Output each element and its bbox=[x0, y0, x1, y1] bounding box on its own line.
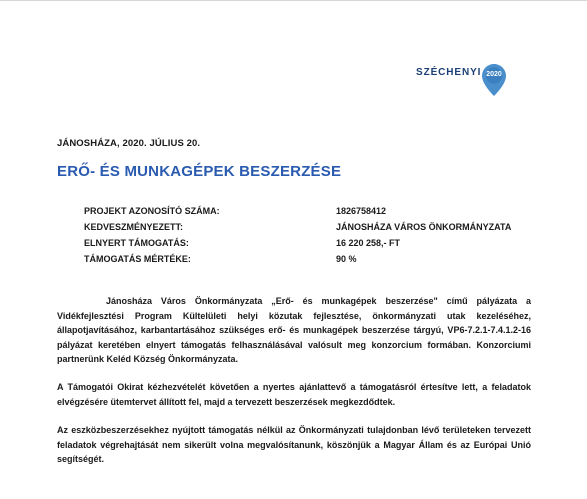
document-title: ERŐ- ÉS MUNKAGÉPEK BESZERZÉSE bbox=[57, 163, 342, 180]
body-paragraph-progress: A Támogatói Okirat kézhezvételét követően a nyertes ajánlattevő a támogatásról értesítve lett, a feladatok elvégzésére ütemtervet állított fel, majd a tervezett beszerzések megkezdődtek. bbox=[57, 382, 531, 407]
info-row-beneficiary bbox=[84, 222, 544, 238]
info-label: ELNYERT TÁMOGATÁS: bbox=[84, 238, 189, 248]
date-location: JÁNOSHÁZA, 2020. JÚLIUS 20. bbox=[57, 138, 201, 149]
info-label: KEDVESZMÉNYEZETT: bbox=[84, 222, 184, 232]
info-label: TÁMOGATÁS MÉRTÉKE: bbox=[84, 254, 191, 264]
project-info-table bbox=[84, 206, 544, 270]
info-label: PROJEKT AZONOSÍTÓ SZÁMA: bbox=[84, 206, 220, 216]
body-paragraph-intro: Jánosháza Város Önkormányzata „Erő- és munkagépek beszerzése" című pályázata a Vidékfejlesztési Program Kültelületi helyi közutak fejlesztése, önkormányzati utak kezeléséhez, állapotjavításához, karbantartásához szükséges erő- és munkagépek beszerzése tárgyú, VP6-7.2.1-7.4.1.2-16 pályázat keretében elnyert támogatás felhasználásával valósult meg konzorcium formában. Konzorciumi partnerünk Keléd Község Önkormányzata. bbox=[57, 296, 531, 365]
logo-wordmark: SZÉCHENYI bbox=[416, 67, 482, 78]
szechenyi-2020-logo bbox=[400, 60, 515, 100]
body-paragraph-thanks: Az eszközbeszerzésekhez nyújtott támogatás nélkül az Önkormányzati tulajdonban lévő területeken tervezett feladatok végrehajtását nem sikerült volna megvalósítanunk, köszönjük a Magyar Állam és az Európai Unió segítségét. bbox=[57, 425, 531, 465]
info-row-grant-amount bbox=[84, 238, 544, 254]
logo-year: 2020 bbox=[486, 71, 502, 78]
info-value: JÁNOSHÁZA VÁROS ÖNKORMÁNYZATA bbox=[336, 222, 512, 232]
info-row-project-id bbox=[84, 206, 544, 222]
info-row-grant-rate bbox=[84, 254, 544, 270]
map-pin-icon bbox=[481, 63, 507, 97]
info-value: 1826758412 bbox=[336, 206, 387, 216]
info-value: 16 220 258,- FT bbox=[336, 238, 401, 248]
top-border bbox=[0, 0, 587, 1]
info-value: 90 % bbox=[336, 254, 357, 264]
